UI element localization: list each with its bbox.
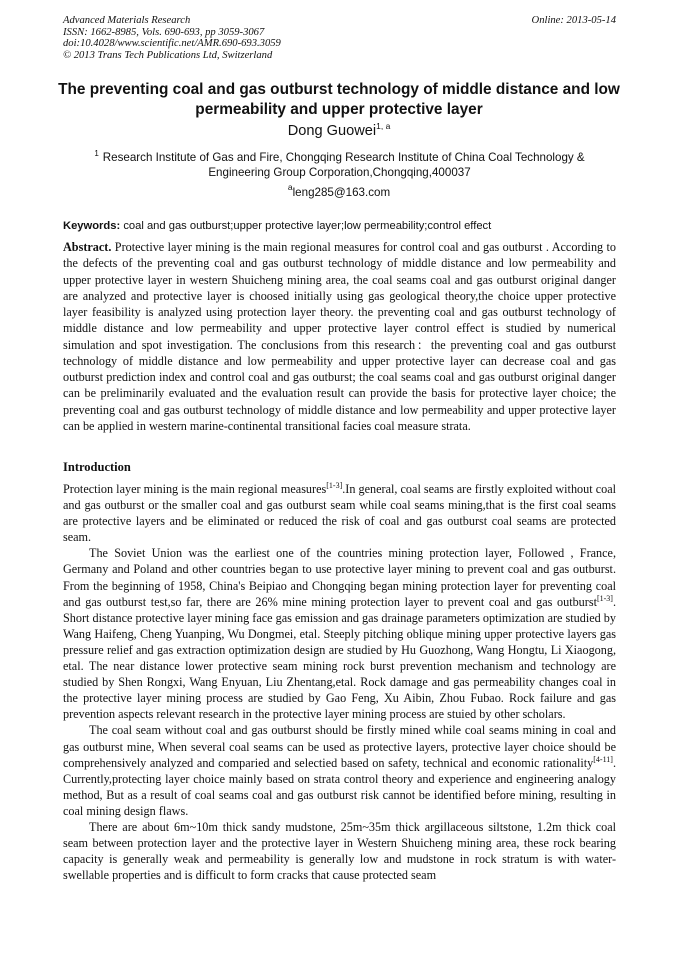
email-sup: a bbox=[287, 182, 293, 192]
abstract bbox=[63, 239, 616, 434]
introduction-body bbox=[63, 481, 616, 883]
copyright-line: © 2013 Trans Tech Publications Ltd, Switzerland bbox=[63, 49, 273, 61]
paragraph-text: . Short distance protective layer mining face gas emission and gas drainage parameters optimization are studied by Wang Haifeng, Cheng Yuanping, Wu Dongmei, etal. Steeply pitching oblique mining upper protective layers gas pressure relief and gas extraction optimization design are studied by Hu Guozhong, Wang Hongtu, Li Xiaogong, etal. The near distance lower protective seam mining rock burst prevention mechanism and technology are studied by Shen Rongxi, Wang Enyuan, Liu Zhentang,etal. Rock damage and gas permeability changes coal in the protective layer mining process are studied by Gao Feng, Xu Aibin, Zhou Fubao. Rock failure and gas prevention aspects relevant research in the protective layer mining process are stuied by other scholars. bbox=[63, 594, 616, 722]
paragraph-text: . Currently,protecting layer choice mainly based on strata control theory and experience and engineering analogy method, But as a result of coal seams coal and gas outburst risk cannot be identified before mining, resulting in coal mining design flaws. bbox=[63, 755, 616, 818]
keywords bbox=[63, 220, 623, 232]
abstract-label: Abstract. bbox=[63, 240, 112, 254]
online-date: Online: 2013-05-14 bbox=[531, 15, 616, 26]
affiliation bbox=[63, 150, 616, 180]
paragraph bbox=[63, 722, 616, 819]
paragraph bbox=[63, 545, 616, 722]
paper-title: The preventing coal and gas outburst technology of middle distance and low permeability and upper protective layer bbox=[58, 81, 620, 118]
section-heading-introduction: Introduction bbox=[63, 460, 131, 474]
citation: [4-11] bbox=[593, 754, 613, 764]
paragraph: There are about 6m~10m thick sandy mudstone, 25m~35m thick argillaceous siltstone, 1.2m thick coal seam between protection layer and the protective layer in Western Shuicheng mining area, these rock bearing capacity is generally weak and permeability is generally low and mudstone in rock stratum is with water-swellable properties and is difficult to form cracks that cause protected seam bbox=[63, 819, 616, 883]
author-name: Dong Guowei bbox=[287, 123, 377, 139]
citation: [1-3] bbox=[326, 481, 343, 490]
keywords-text: coal and gas outburst;upper protective layer;low permeability;control effect bbox=[123, 220, 492, 232]
paragraph bbox=[63, 481, 616, 545]
abstract-text: Protective layer mining is the main regional measures for control coal and gas outburst . According to the defects of the preventing coal and gas outburst technology of middle distance and low permeability and upper protective layer in western Shuicheng mining area, the coal seams coal and gas outburst original danger are analyzed and protective layer is choosed initially using gas geological theory,the choice upper protective layer feasibility is analyzed using protection layer theory. the preventing coal and gas outburst technology of middle distance and low permeability and upper protective layer control effect is studied by numerical simulation and spot investigation. The conclusions from this research：the preventing coal and gas outburst technology of middle distance and low permeability and upper protective layer can decrease coal and gas outburst prediction index and control coal and gas outburst; the coal seams coal and gas outburst original danger can be preliminarily evaluated and the evaluation result can provide the basis for protective layer choice; the preventing coal and gas outburst technology of middle distance and low permeability and upper protective layer can be applied in western marine-continental transitional facies coal measure strata. bbox=[63, 240, 616, 433]
affiliation-text: Research Institute of Gas and Fire, Chongqing Research Institute of China Coal Technology & Engineering Group Corporation,Chongqing,400037 bbox=[102, 151, 585, 179]
citation: [1-3] bbox=[596, 593, 613, 603]
email-line bbox=[0, 182, 678, 199]
keywords-label: Keywords: bbox=[63, 220, 121, 232]
paragraph-text: Protection layer mining is the main regional measures bbox=[63, 482, 327, 496]
paragraph-text: .In general, coal seams are firstly exploited without coal and gas outburst or the smaller coal and gas outburst seam while coal seams mining,that is the first coal seams are protective layers and be eliminated or reduced the risk of coal and gas outburst coal seams are protected seam. bbox=[63, 482, 616, 545]
author-line bbox=[0, 123, 678, 139]
paragraph-text: The Soviet Union was the earliest one of the countries mining protection layer, Followed , France, Germany and Poland and other countries began to use protective layer mining to prevent coal and gas outburst. From the beginning of 1958, China's Beipiao and Chongqing began mining protection layer for preventing coal and gas outburst test,so far, there are 26% mine mining protection layer to prevent coal and gas outburst bbox=[63, 546, 616, 609]
paragraph-text: The coal seam without coal and gas outburst should be firstly mined while coal seams mining in coal and gas outburst mine, When several coal seams can be used as protective layers, protective layer choice should be comprehensively analyzed and comparied and selectied based on safety, technical and economic rationality bbox=[63, 723, 616, 770]
email-address[interactable]: leng285@163.com bbox=[292, 186, 391, 199]
issn-line: ISSN: 1662-8985, Vols. 690-693, pp 3059-3067 bbox=[63, 26, 265, 38]
journal-name: Advanced Materials Research bbox=[63, 15, 191, 26]
author-sup: 1, a bbox=[376, 121, 391, 131]
journal-header bbox=[63, 15, 616, 61]
doi-line[interactable]: doi:10.4028/www.scientific.net/AMR.690-693.3059 bbox=[63, 38, 281, 50]
affiliation-sup: 1 bbox=[94, 149, 99, 158]
